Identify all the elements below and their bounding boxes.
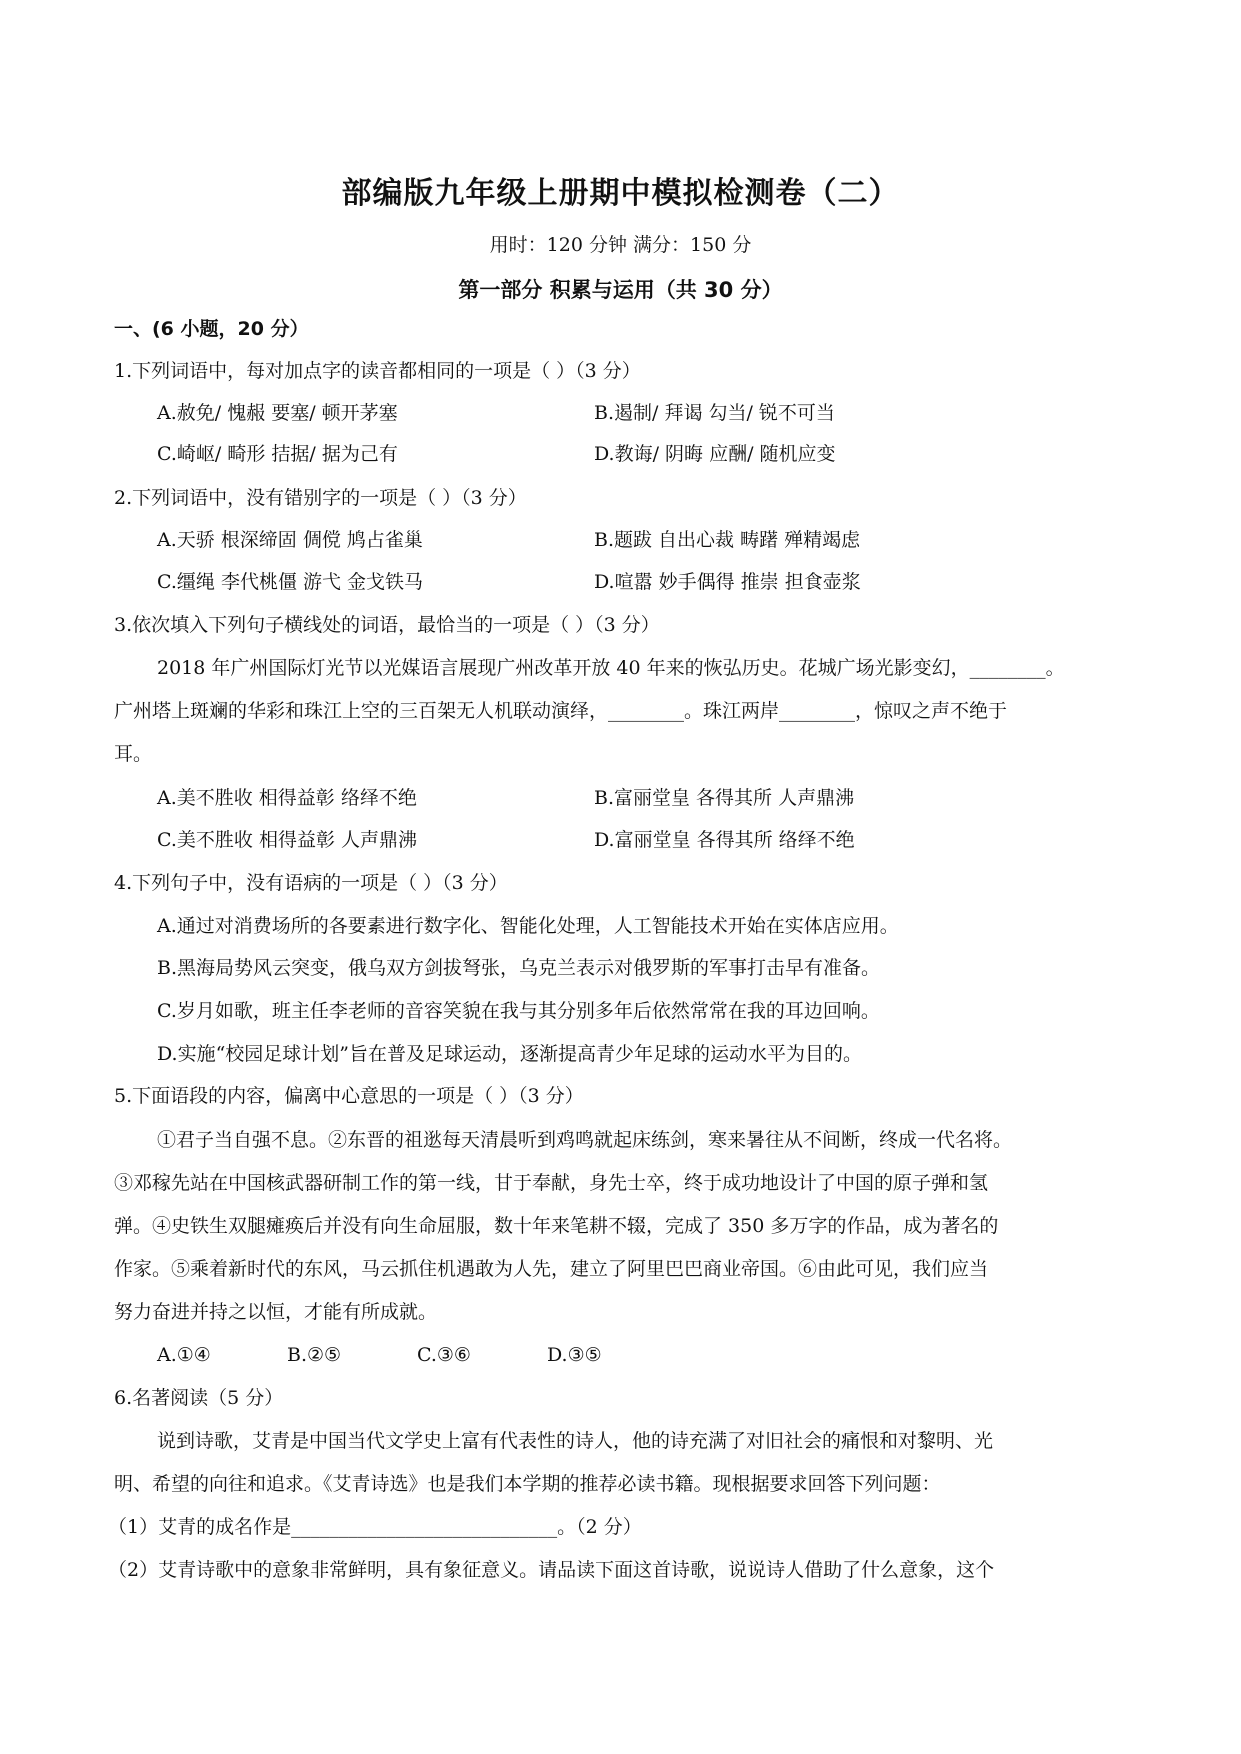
question-3-option-c: C.美不胜收 相得益彰 人声鼎沸 bbox=[157, 829, 417, 851]
question-6-intro-line-2: 明、希望的向往和追求。《艾青诗选》也是我们本学期的推荐必读书籍。现根据要求回答下列问题： bbox=[114, 1473, 941, 1495]
question-6-sub-2: （2）艾青诗歌中的意象非常鲜明，具有象征意义。请品读下面这首诗歌，说说诗人借助了什么意象，这个 bbox=[108, 1559, 995, 1581]
question-5-option-c: C.③⑥ bbox=[417, 1344, 471, 1366]
question-5-option-a: A.①④ bbox=[157, 1344, 211, 1366]
question-1-option-c: C.崎岖/ 畸形 拮据/ 据为己有 bbox=[157, 443, 398, 465]
question-1-option-d: D.教诲/ 阴晦 应酬/ 随机应变 bbox=[594, 443, 836, 465]
question-5-passage-line-1: ①君子当自强不息。②东晋的祖逖每天清晨听到鸡鸣就起床练剑，寒来暑往从不间断，终成一代名将。 bbox=[157, 1129, 1013, 1151]
question-2-option-b: B.题跋 自出心裁 畴躇 殚精竭虑 bbox=[594, 529, 861, 551]
question-3-option-d: D.富丽堂皇 各得其所 络绎不绝 bbox=[594, 829, 855, 851]
question-1-option-b: B.遏制/ 拜谒 勾当/ 锐不可当 bbox=[594, 402, 835, 424]
question-3-stem: 3.依次填入下列句子横线处的词语，最恰当的一项是（ ）（3 分） bbox=[114, 614, 660, 636]
question-5-stem: 5.下面语段的内容，偏离中心意思的一项是（ ）（3 分） bbox=[114, 1085, 584, 1107]
exam-title: 部编版九年级上册期中模拟检测卷（二） bbox=[341, 176, 900, 211]
question-6-intro-line-1: 说到诗歌，艾青是中国当代文学史上富有代表性的诗人，他的诗充满了对旧社会的痛恨和对黎明、光 bbox=[157, 1430, 994, 1452]
exam-time-score: 用时：120 分钟 满分：150 分 bbox=[489, 234, 752, 256]
question-6-sub-1: （1）艾青的成名作是____________________________。（2 分） bbox=[108, 1516, 642, 1538]
question-3-option-a: A.美不胜收 相得益彰 络绎不绝 bbox=[157, 787, 417, 809]
question-1-stem: 1.下列词语中，每对加点字的读音都相同的一项是（ ）（3 分） bbox=[114, 360, 641, 382]
question-5-option-d: D.③⑤ bbox=[547, 1344, 602, 1366]
question-4-stem: 4.下列句子中，没有语病的一项是（ ）（3 分） bbox=[114, 872, 508, 894]
question-5-passage-line-4: 作家。⑤乘着新时代的东风，马云抓住机遇敢为人先，建立了阿里巴巴商业帝国。⑥由此可见，我们应当 bbox=[114, 1258, 989, 1280]
question-5-option-b: B.②⑤ bbox=[287, 1344, 342, 1366]
question-2-option-a: A.天骄 根深缔固 倜傥 鸠占雀巢 bbox=[157, 529, 423, 551]
question-3-passage-line-2: 广州塔上斑斓的华彩和珠江上空的三百架无人机联动演绎，________。珠江两岸________，惊叹之声不绝于 bbox=[114, 700, 1008, 722]
question-4-option-c: C.岁月如歌，班主任李老师的音容笑貌在我与其分别多年后依然常常在我的耳边回响。 bbox=[157, 1000, 880, 1022]
question-3-passage-line-1: 2018 年广州国际灯光节以光媒语言展现广州改革开放 40 年来的恢弘历史。花城广场光影变幻，________。 bbox=[157, 657, 1065, 679]
question-5-passage-line-5: 努力奋进并持之以恒，才能有所成就。 bbox=[114, 1301, 438, 1323]
question-2-option-d: D.喧嚣 妙手偶得 推崇 担食壶浆 bbox=[594, 571, 861, 593]
question-4-option-d: D.实施“校园足球计划”旨在普及足球运动，逐渐提高青少年足球的运动水平为目的。 bbox=[157, 1043, 863, 1065]
question-4-option-b: B.黑海局势风云突变，俄乌双方剑拔弩张，乌克兰表示对俄罗斯的军事打击早有准备。 bbox=[157, 957, 881, 979]
question-3-option-b: B.富丽堂皇 各得其所 人声鼎沸 bbox=[594, 787, 855, 809]
question-5-passage-line-3: 弹。④史铁生双腿瘫痪后并没有向生命屈服，数十年来笔耕不辍，完成了 350 多万字的作品，成为著名的 bbox=[114, 1215, 999, 1237]
question-1-option-a: A.赦免/ 愧赧 要塞/ 顿开茅塞 bbox=[157, 402, 398, 424]
part-one-heading: 第一部分 积累与运用（共 30 分） bbox=[458, 278, 783, 302]
question-5-passage-line-2: ③邓稼先站在中国核武器研制工作的第一线，甘于奉献，身先士卒，终于成功地设计了中国的原子弹和氢 bbox=[114, 1172, 989, 1194]
question-2-option-c: C.缰绳 李代桃僵 游弋 金戈铁马 bbox=[157, 571, 424, 593]
section-one-heading: 一、(6 小题，20 分） bbox=[114, 318, 309, 340]
question-6-stem: 6.名著阅读（5 分） bbox=[114, 1387, 284, 1409]
question-2-stem: 2.下列词语中，没有错别字的一项是（ ）（3 分） bbox=[114, 487, 527, 509]
question-3-passage-line-3: 耳。 bbox=[114, 743, 153, 765]
question-4-option-a: A.通过对消费场所的各要素进行数字化、智能化处理，人工智能技术开始在实体店应用。 bbox=[157, 915, 899, 937]
